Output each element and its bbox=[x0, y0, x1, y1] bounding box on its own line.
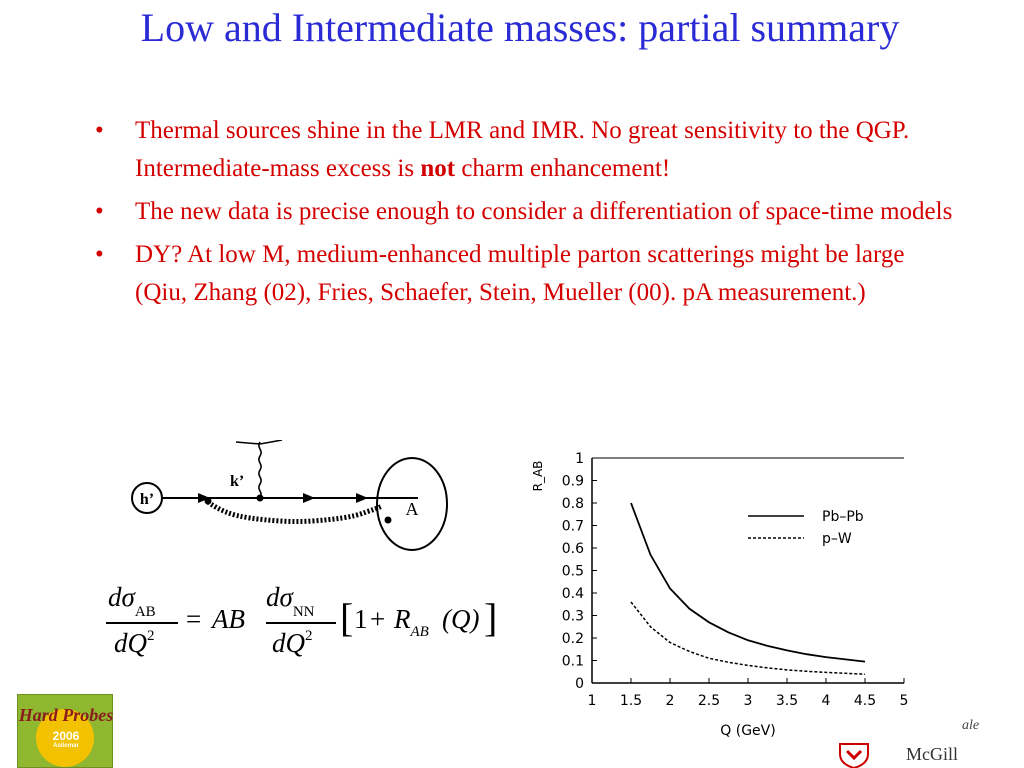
formula-lbracket: [ bbox=[340, 595, 354, 640]
hard-probes-logo bbox=[17, 694, 113, 768]
formula-num1: $d\sigma_{AB}$ bbox=[108, 582, 156, 620]
x-tick-label: 1 bbox=[587, 693, 597, 709]
bullet-text: DY? At low M, medium-enhanced multiple parton scatterings might be large (Qiu, Zhang (02), Fries, Schaefer, Stein, Mueller (00). pA measurement.) bbox=[135, 241, 905, 306]
x-axis-label: Q (GeV) bbox=[720, 723, 776, 739]
fraction-bar bbox=[106, 622, 178, 624]
y-tick-label: 0.8 bbox=[561, 496, 584, 512]
legend-label: Pb–Pb bbox=[822, 509, 864, 525]
bullet-marker: • bbox=[95, 241, 104, 268]
logo-place: Asilomar bbox=[53, 743, 79, 749]
legend-label: p–W bbox=[822, 531, 852, 547]
bullet-emphasis: not bbox=[420, 155, 456, 182]
bullet-marker: • bbox=[95, 198, 104, 225]
scattering-diagram bbox=[118, 440, 458, 552]
arrow-icon bbox=[356, 493, 368, 503]
y-tick-label: 0.1 bbox=[561, 653, 584, 670]
x-tick-label: 4.5 bbox=[853, 693, 877, 709]
y-tick-label: 1 bbox=[575, 451, 584, 467]
bullet-marker: • bbox=[95, 117, 104, 144]
formula-r: $R_{AB}$ bbox=[394, 604, 429, 640]
x-tick-label: 2 bbox=[665, 693, 675, 709]
bullet-text: Thermal sources shine in the LMR and IMR. No great sensitivity to the QGP. Intermediate-mass excess is bbox=[135, 117, 910, 182]
y-tick-label: 0.2 bbox=[561, 631, 584, 647]
vertex-dot bbox=[205, 498, 212, 505]
cross-section-formula bbox=[104, 580, 504, 670]
y-tick-label: 0.5 bbox=[561, 563, 584, 580]
bullet-text: charm enhancement! bbox=[455, 155, 671, 182]
x-tick-label: 3.5 bbox=[775, 693, 799, 709]
y-axis-label: R_AB bbox=[531, 460, 545, 492]
series-line-0 bbox=[631, 503, 865, 662]
author-fragment: ale bbox=[962, 718, 980, 733]
x-tick-label: 4 bbox=[821, 693, 831, 709]
hadron-label: h’ bbox=[139, 491, 155, 508]
formula-equals: = bbox=[186, 604, 202, 634]
gluon-label: k’ bbox=[230, 473, 245, 490]
formula-plus: + bbox=[370, 604, 386, 634]
formula-arg: (Q) bbox=[442, 604, 480, 634]
arrow-icon bbox=[303, 493, 315, 503]
formula-den1: $dQ^2$ bbox=[114, 628, 155, 658]
gluon-spring bbox=[208, 502, 382, 522]
formula-den2: $dQ^2$ bbox=[272, 628, 313, 658]
institution-name: McGill bbox=[906, 744, 958, 764]
series-line-1 bbox=[631, 602, 865, 674]
y-tick-label: 0.6 bbox=[561, 541, 584, 557]
x-tick-label: 3 bbox=[743, 693, 753, 709]
nucleus-label: A bbox=[405, 499, 419, 519]
bullet-item bbox=[95, 236, 955, 312]
vertex-dot bbox=[257, 495, 264, 502]
x-tick-label: 5 bbox=[899, 693, 909, 709]
x-tick-label: 1.5 bbox=[619, 693, 643, 709]
photon-line bbox=[259, 442, 261, 498]
formula-num2: $d\sigma_{NN}$ bbox=[266, 582, 315, 620]
lepton-line bbox=[260, 440, 282, 444]
y-tick-label: 0.9 bbox=[561, 473, 584, 490]
y-tick-label: 0 bbox=[575, 676, 584, 692]
bullet-item bbox=[95, 193, 955, 231]
formula-ab: AB bbox=[212, 604, 245, 634]
y-tick-label: 0.4 bbox=[561, 586, 584, 602]
y-tick-label: 0.7 bbox=[561, 518, 584, 535]
formula-rbracket: ] bbox=[484, 595, 498, 640]
bullet-list bbox=[95, 112, 955, 317]
logo-year: 2006 bbox=[52, 729, 80, 743]
mcgill-shield-icon bbox=[838, 742, 870, 768]
fraction-bar bbox=[266, 622, 336, 624]
logo-name: Hard Probes bbox=[18, 705, 114, 725]
bullet-text: The new data is precise enough to consider a differentiation of space-time models bbox=[135, 198, 953, 225]
rab-chart bbox=[522, 446, 922, 746]
slide-title: Low and Intermediate masses: partial summary bbox=[140, 5, 900, 50]
y-tick-label: 0.3 bbox=[561, 608, 584, 625]
formula-one: 1 bbox=[354, 604, 368, 634]
bullet-item bbox=[95, 112, 955, 188]
lepton-line bbox=[236, 442, 260, 444]
vertex-dot bbox=[385, 517, 392, 524]
x-tick-label: 2.5 bbox=[697, 693, 721, 709]
